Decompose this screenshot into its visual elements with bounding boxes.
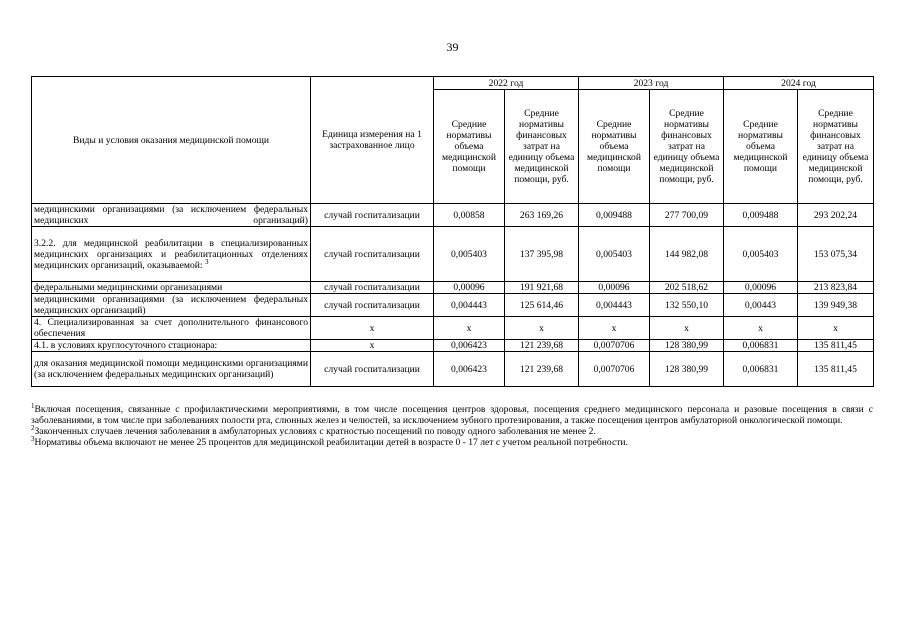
header-year-2023: 2023 год: [579, 77, 724, 90]
footnote: [31, 434, 873, 448]
footnote-mark: 2: [31, 423, 35, 432]
header-year-2024: 2024 год: [724, 77, 874, 90]
row-name: 4.1. в условиях круглосуточного стационара:: [32, 340, 311, 352]
footnote-text: Нормативы объема включают не менее 25 процентов для медицинской реабилитации детей в возрасте 0 - 17 лет с учетом реальной потребности.: [34, 437, 628, 448]
cost-2022: 121 239,68: [505, 340, 579, 352]
table-row: [32, 352, 874, 387]
footnote: [31, 401, 873, 426]
footnotes: [31, 401, 873, 448]
page-number: 39: [446, 40, 459, 54]
volume-2023: 0,004443: [579, 294, 650, 317]
header-unit: Единица измерения на 1 застрахованное лицо: [311, 77, 434, 204]
cost-2022: 137 395,98: [505, 227, 579, 282]
row-name: для оказания медицинской помощи медицинскими организациями (за исключением федеральных медицинских организаций): [32, 352, 311, 387]
volume-2024: 0,00443: [724, 294, 798, 317]
header-cost-2024: Средние нормативы финансовых затрат на единицу объема медицинской помощи, руб.: [798, 90, 874, 204]
volume-2023: х: [579, 317, 650, 340]
cost-2024: 293 202,24: [798, 204, 874, 227]
row-unit: х: [311, 317, 434, 340]
volume-2022: 0,00096: [434, 282, 505, 294]
row-unit: случай госпитализации: [311, 204, 434, 227]
cost-2024: 135 811,45: [798, 352, 874, 387]
volume-2024: 0,006831: [724, 340, 798, 352]
volume-2022: 0,006423: [434, 352, 505, 387]
row-name: медицинскими организациями (за исключением федеральных медицинских организаций): [32, 204, 311, 227]
row-unit: случай госпитализации: [311, 282, 434, 294]
volume-2022: 0,006423: [434, 340, 505, 352]
cost-2022: 263 169,26: [505, 204, 579, 227]
volume-2024: 0,00096: [724, 282, 798, 294]
volume-2022: 0,00858: [434, 204, 505, 227]
volume-2023: 0,005403: [579, 227, 650, 282]
table-row: [32, 227, 874, 282]
cost-2022: 191 921,68: [505, 282, 579, 294]
volume-2023: 0,0070706: [579, 340, 650, 352]
table-row: [32, 294, 874, 317]
cost-2023: 128 380,99: [650, 340, 724, 352]
cost-2024: 135 811,45: [798, 340, 874, 352]
cost-2024: 139 949,38: [798, 294, 874, 317]
cost-2024: 213 823,84: [798, 282, 874, 294]
row-unit: х: [311, 340, 434, 352]
cost-2023: 132 550,10: [650, 294, 724, 317]
row-unit: случай госпитализации: [311, 352, 434, 387]
footnote-mark: 1: [31, 401, 35, 410]
footnote-text: Включая посещения, связанные с профилактическими мероприятиями, в том числе посещения центров здоровья, посещения среднего медицинского персонала и разовые посещения в связи с заболеваниями, в том числе при заболеваниях полости рта, слюнных желез и челюстей, за исключением зубного протезирования, а также посещения центров амбулаторной онкологической помощи.: [31, 404, 873, 426]
header-year-2022: 2022 год: [434, 77, 579, 90]
header-volume-2024: Средние нормативы объема медицинской помощи: [724, 90, 798, 204]
header-cost-2023: Средние нормативы финансовых затрат на единицу объема медицинской помощи, руб.: [650, 90, 724, 204]
volume-2022: 0,004443: [434, 294, 505, 317]
cost-2023: х: [650, 317, 724, 340]
cost-2024: 153 075,34: [798, 227, 874, 282]
table-row: [32, 282, 874, 294]
header-volume-2023: Средние нормативы объема медицинской помощи: [579, 90, 650, 204]
volume-2024: 0,006831: [724, 352, 798, 387]
cost-2022: 125 614,46: [505, 294, 579, 317]
cost-2023: 277 700,09: [650, 204, 724, 227]
table-row: [32, 204, 874, 227]
cost-2023: 144 982,08: [650, 227, 724, 282]
cost-2023: 128 380,99: [650, 352, 724, 387]
volume-2022: х: [434, 317, 505, 340]
header-volume-2022: Средние нормативы объема медицинской помощи: [434, 90, 505, 204]
cost-2024: х: [798, 317, 874, 340]
row-name: 4. Специализированная за счет дополнительного финансового обеспечения: [32, 317, 311, 340]
volume-2024: 0,009488: [724, 204, 798, 227]
table-row: [32, 317, 874, 340]
volume-2024: х: [724, 317, 798, 340]
row-name: медицинскими организациями (за исключением федеральных медицинских организаций): [32, 294, 311, 317]
footnote: [31, 423, 873, 437]
volume-2023: 0,00096: [579, 282, 650, 294]
cost-2023: 202 518,62: [650, 282, 724, 294]
volume-2022: 0,005403: [434, 227, 505, 282]
cost-2022: х: [505, 317, 579, 340]
row-unit: случай госпитализации: [311, 227, 434, 282]
footnote-text: Законченных случаев лечения заболевания в амбулаторных условиях с кратностью посещений по поводу одного заболевания не менее 2.: [34, 426, 596, 437]
table-row: [32, 340, 874, 352]
row-unit: случай госпитализации: [311, 294, 434, 317]
row-name-cell: [32, 227, 311, 282]
footnote-ref: 3: [204, 257, 209, 266]
header-type-conditions: Виды и условия оказания медицинской помощи: [32, 77, 311, 204]
cost-2022: 121 239,68: [505, 352, 579, 387]
row-name: федеральными медицинскими организациями: [32, 282, 311, 294]
footnote-mark: 3: [31, 434, 35, 443]
volume-2024: 0,005403: [724, 227, 798, 282]
normatives-table: [31, 76, 874, 387]
volume-2023: 0,0070706: [579, 352, 650, 387]
header-cost-2022: Средние нормативы финансовых затрат на единицу объема медицинской помощи, руб.: [505, 90, 579, 204]
volume-2023: 0,009488: [579, 204, 650, 227]
row-name: 3.2.2. для медицинской реабилитации в специализированных медицинских организациях и реабилитационных отделениях медицинских организаций, оказываемой:: [34, 237, 308, 271]
